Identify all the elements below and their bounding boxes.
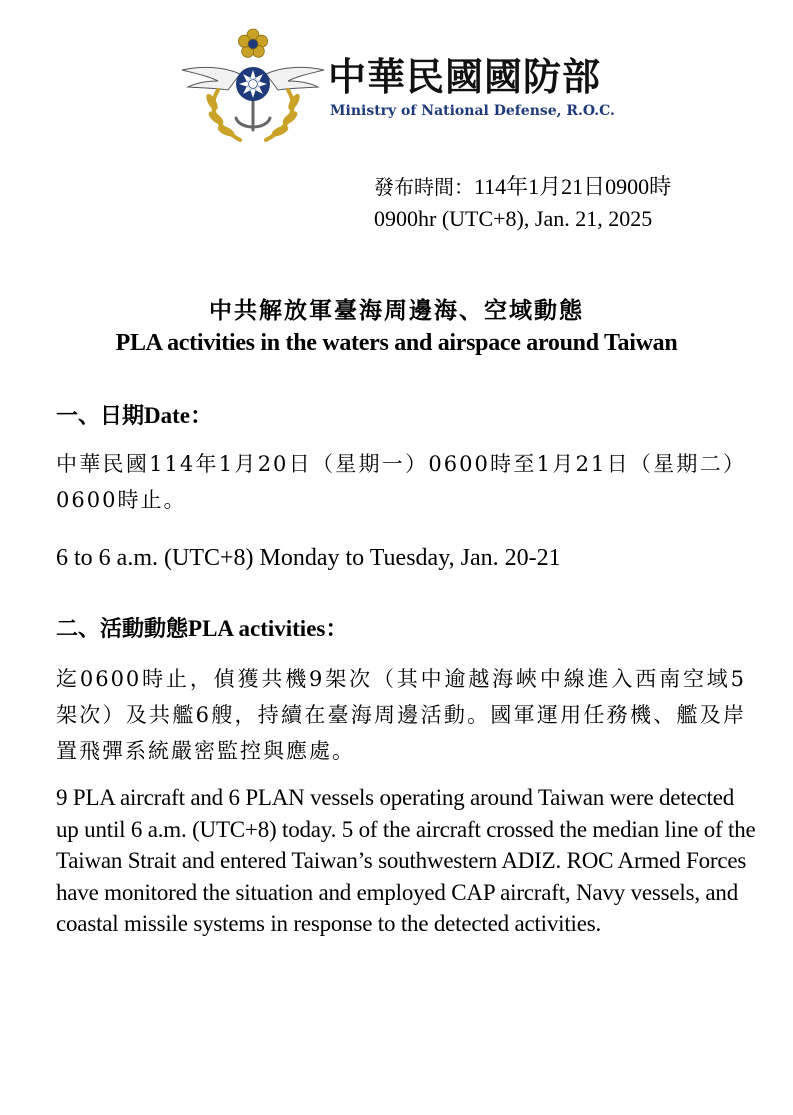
- section-activities-text-zh: 迄0600時止，偵獲共機9架次（其中逾越海峽中線進入西南空域5架次）及共艦6艘，持續在臺海周邊活動。國軍運用任務機、艦及岸置飛彈系統嚴密監控與應處。: [56, 667, 746, 763]
- org-name-zh: 中華民國國防部: [328, 55, 602, 99]
- section-date-text-zh: 中華民國114年1月20日（星期一）0600時至1月21日（星期二）0600時止。: [56, 452, 746, 512]
- release-time-en: 0900hr (UTC+8), Jan. 21, 2025: [374, 206, 653, 231]
- org-name-en: Ministry of National Defense, R.O.C.: [330, 103, 615, 119]
- plum-blossom-icon: [238, 29, 267, 57]
- section-activities-heading-zh: 二、活動動態: [56, 616, 189, 642]
- release-label-zh: 發布時間：: [374, 175, 474, 199]
- mnd-emblem-logo: [178, 26, 328, 150]
- release-time-block: [374, 171, 671, 235]
- title-zh: 中共解放軍臺海周邊海、空域動態: [209, 297, 584, 324]
- section-date-heading-en: Date：: [144, 403, 213, 428]
- title-en: PLA activities in the waters and airspace around Taiwan: [115, 330, 678, 356]
- sun-emblem-icon: [236, 67, 270, 101]
- section-date-text-en: 6 to 6 a.m. (UTC+8) Monday to Tuesday, Jan. 20-21: [56, 545, 561, 571]
- release-time-value-zh: 114年1月21日0900時: [474, 174, 672, 199]
- release-time-zh: [374, 171, 671, 203]
- section-date-heading: [56, 397, 213, 430]
- section-date-heading-zh: 一、日期: [56, 403, 145, 429]
- section-activities-heading: [56, 610, 348, 643]
- section-activities-heading-en: PLA activities：: [188, 616, 349, 641]
- section-activities-text-en: 9 PLA aircraft and 6 PLAN vessels operating around Taiwan were detected up until 6 a.m. (UTC+8) today. 5 of the aircraft crossed the median line of the Taiwan Strait and entered Taiwan’s southwestern ADIZ. ROC Armed Forces have monitored the situation and employed CAP aircraft, Navy vessels, and coastal missile systems in response to the detected activities.: [56, 785, 756, 937]
